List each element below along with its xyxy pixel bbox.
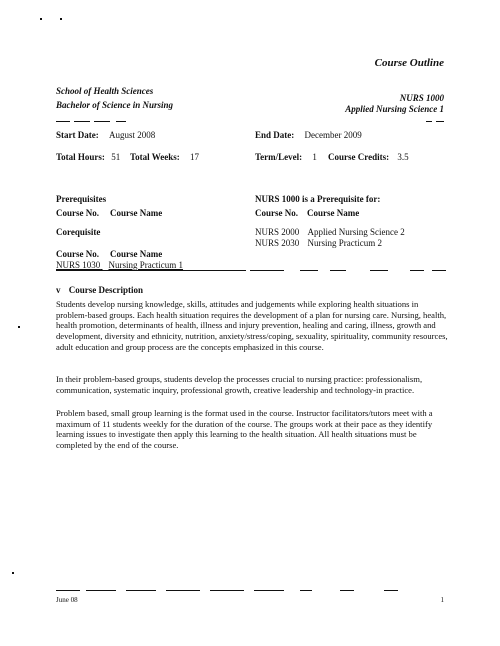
total-weeks bbox=[130, 152, 199, 162]
header-divider bbox=[74, 121, 90, 122]
course-credits-label: Course Credits: bbox=[328, 152, 390, 162]
start-date-value: August 2008 bbox=[108, 130, 156, 140]
term-level-label: Term/Level: bbox=[255, 152, 303, 162]
prereq-col-name: Course Name bbox=[110, 208, 163, 218]
prereq-for-course-name: Nursing Practicum 2 bbox=[307, 238, 383, 248]
course-title: Applied Nursing Science 1 bbox=[345, 104, 444, 114]
total-hours-label: Total Hours: bbox=[56, 152, 105, 162]
section-divider bbox=[410, 270, 424, 271]
section-divider bbox=[330, 270, 346, 271]
prereq-for-col-no: Course No. bbox=[255, 208, 298, 218]
footer-divider bbox=[166, 590, 200, 591]
footer-divider bbox=[340, 590, 354, 591]
footer-divider bbox=[56, 590, 80, 591]
school-name: School of Health Sciences bbox=[56, 86, 154, 96]
section-divider bbox=[300, 270, 318, 271]
term-level-value: 1 bbox=[312, 152, 317, 162]
footer-divider bbox=[126, 590, 156, 591]
section-divider bbox=[432, 270, 446, 271]
footer-divider bbox=[210, 590, 244, 591]
scan-mark bbox=[18, 326, 20, 328]
bullet-marker: v bbox=[56, 285, 61, 295]
header-divider bbox=[94, 121, 110, 122]
header-divider bbox=[426, 121, 432, 122]
description-paragraph-2: In their problem-based groups, students develop the processes crucial to nursing practice: professionalism, communication, systematic inquiry, professional growth, creative leadership and technology-in practice. bbox=[56, 374, 423, 395]
page-number: 1 bbox=[440, 596, 444, 604]
footer-date: June 08 bbox=[56, 596, 78, 604]
course-credits-value: 3.5 bbox=[397, 152, 409, 162]
prereq-for-heading: NURS 1000 is a Prerequisite for: bbox=[255, 194, 381, 204]
footer-divider bbox=[300, 590, 312, 591]
section-divider bbox=[56, 270, 246, 271]
course-credits bbox=[328, 152, 409, 162]
prereq-for-course-name: Applied Nursing Science 2 bbox=[307, 227, 405, 237]
list-item bbox=[255, 227, 405, 237]
total-hours bbox=[56, 152, 120, 162]
course-code: NURS 1000 bbox=[399, 93, 444, 103]
page-title: Course Outline bbox=[374, 57, 444, 69]
description-paragraph-1: Students develop nursing knowledge, skills, attitudes and judgements while exploring health situations in problem-based groups. Each health situation requires the development of a plan for nursing care. Nursing, health, health promotion, determinants of health, illness and injury prevention, healing and caring, illness, growth and development, diversity and ethnicity, nutrition, anxiety/stress/coping, sexuality, spirituality, community resources, adult education and group process are the concepts emphasized in this course. bbox=[56, 299, 448, 352]
term-level bbox=[255, 152, 317, 162]
scan-mark bbox=[60, 18, 62, 20]
corequisite-heading: Corequisite bbox=[56, 227, 101, 237]
prerequisites-heading: Prerequisites bbox=[56, 194, 107, 204]
section-divider bbox=[370, 270, 388, 271]
section-divider bbox=[250, 270, 284, 271]
prereq-for-col-name: Course Name bbox=[307, 208, 360, 218]
course-description-title: Course Description bbox=[68, 285, 143, 295]
end-date-label: End Date: bbox=[255, 130, 295, 140]
course-description-heading bbox=[56, 285, 143, 295]
prereq-for-course-no: NURS 2000 bbox=[255, 227, 300, 237]
total-hours-value: 51 bbox=[111, 152, 121, 162]
total-weeks-value: 17 bbox=[190, 152, 200, 162]
coreq-course-name: Nursing Practicum 1 bbox=[108, 260, 184, 270]
header-divider bbox=[56, 121, 70, 122]
end-date-value: December 2009 bbox=[304, 130, 362, 140]
total-weeks-label: Total Weeks: bbox=[130, 152, 180, 162]
list-item bbox=[255, 238, 382, 248]
program-name: Bachelor of Science in Nursing bbox=[56, 100, 174, 110]
prereq-col-no: Course No. bbox=[56, 208, 99, 218]
header-divider bbox=[116, 121, 126, 122]
description-paragraph-3: Problem based, small group learning is the format used in the course. Instructor facilitators/tutors meet with a maximum of 11 students weekly for the duration of the course. The groups work at their pace as they identify learning issues to investigate then apply this learning to the health situation. All health situations must be completed by the end of the course. bbox=[56, 408, 433, 451]
coreq-row bbox=[56, 260, 183, 270]
start-date bbox=[56, 130, 155, 140]
coreq-col-name: Course Name bbox=[110, 249, 163, 259]
coreq-course-no: NURS 1030 bbox=[56, 260, 101, 270]
prereq-for-course-no: NURS 2030 bbox=[255, 238, 300, 248]
scan-mark bbox=[12, 572, 14, 574]
footer-divider bbox=[254, 590, 284, 591]
header-divider bbox=[436, 121, 444, 122]
end-date bbox=[255, 130, 362, 140]
coreq-col-no: Course No. bbox=[56, 249, 99, 259]
start-date-label: Start Date: bbox=[56, 130, 99, 140]
scan-mark bbox=[40, 18, 42, 20]
footer-divider bbox=[384, 590, 398, 591]
footer-divider bbox=[86, 590, 116, 591]
